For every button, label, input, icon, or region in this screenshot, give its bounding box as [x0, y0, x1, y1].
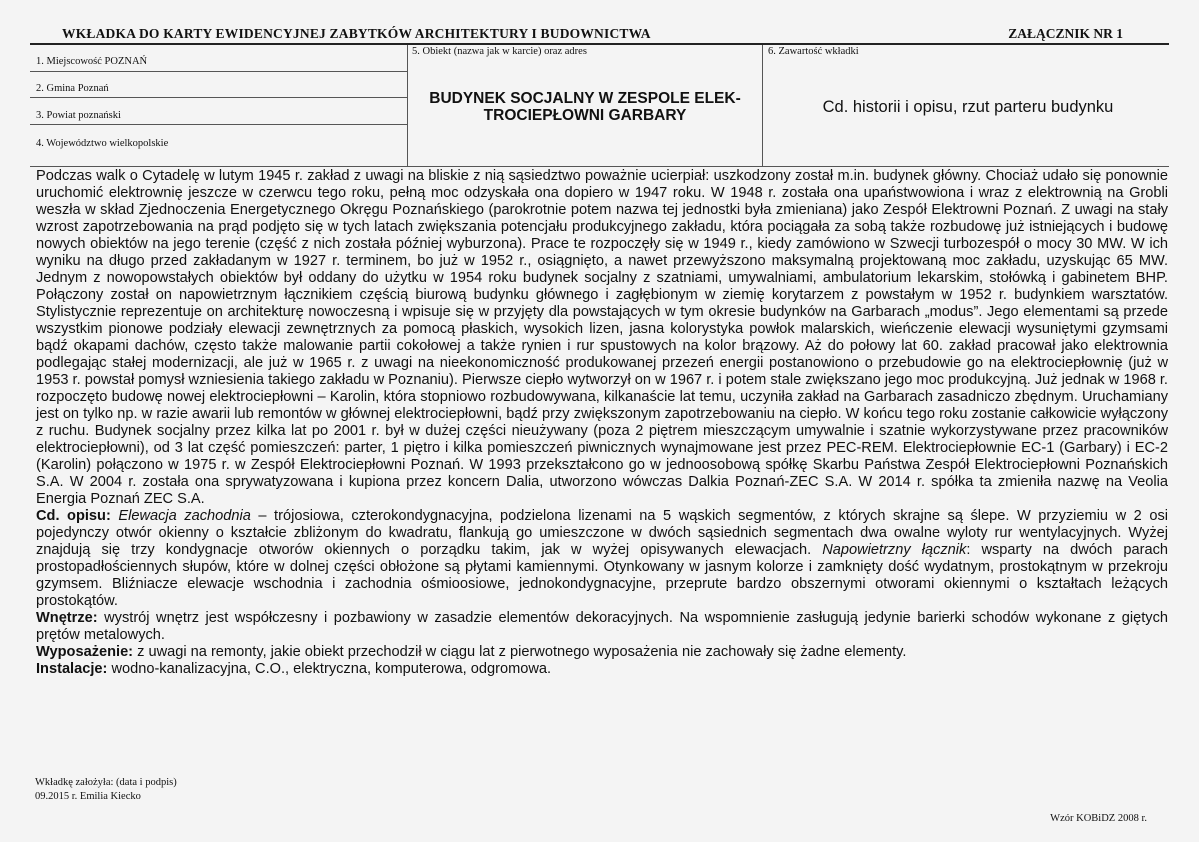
form-version: Wzór KOBiDZ 2008 r.	[1050, 813, 1147, 824]
body-text	[36, 168, 1168, 678]
field-divider	[30, 97, 407, 98]
object-name-line: TROCIEPŁOWNI GARBARY	[483, 107, 687, 124]
locality-field: 1. Miejscowość POZNAŃ	[36, 56, 148, 67]
history-paragraph: Podczas walk o Cytadelę w lutym 1945 r. zakład z uwagi na bliskie z nią sąsiedztwo poważnie ucierpiał: uszkodzony został m.in. budynek główny. Chociaż udało się ponownie uruchomić elektrownię jeszcze w czerwcu tego roku, pełną moc odzyskała ona dopiero w 1947 roku. W 1948 r. została ona upaństwowiona i wraz z elektrownią na Grobli weszła w skład Zjednoczenia Energetycznego Okręgu Poznańskiego (parokrotnie potem nazwa tej jednostki była zmieniana) jako Zespół Elektrowni Poznań. Z uwagi na stały wzrost zapotrzebowania na prąd podjęto się w tych latach zwiększania potencjału produkcyjnego zakładu, która pociągała za sobą także rozbudowę już istniejących i budowę nowych obiektów na jego terenie (część z nich została później wyburzona). Prace te rozpoczęły się w 1949 r., kiedy zamówiono w Szwecji turbozespół o mocy 30 MW. W ich wyniku na długo przed zakładanym w 1927 r. terminem, bo już w 1952 r., osiągnięto, a nawet przewyższono maksymalną projektowaną moc zakładu, uzyskując 65 MW. Jednym z nowopowstałych obiektów był oddany do użytku w 1954 roku budynek socjalny z szatniami, umywalniami, ambulatorium lekarskim, stołówką i gabinetem BHP. Połączony został on napowietrznym łącznikiem częścią biurową budynku głównego i zagłębionym w ziemię korytarzem z powstałym w 1952 r. budynkiem warsztatów. Stylistycznie reprezentuje on architekturę nowoczesną i wpisuje się w przyjęty dla powstających w tym okresie budynków na Garbarach „modus”. Jego elementami są przede wszystkim pionowe podziały elewacji zewnętrznych za pomocą płaskich, wysokich lizen, jasna kolorystyka powłok malarskich, wieńczenie elewacji wysuniętymi gzymsami bądź okapami dachów, często także malowanie partii cokołowej a także rynien i rur spustowych na kolor brązowy. Aż do połowy lat 60. zakład pracował jako elektrownia podlegając stałej modernizacji, ale już w 1965 r. z uwagi na nieekonomiczność produkowanej przezeń energii postanowiono o przebudowie go na elektrociepłownię (już w 1953 r. powstał pomysł wzniesienia takiego zakładu w Poznaniu). Pierwsze ciepło wytworzył on w 1967 r. i potem stale zwiększano jego moc produkcyjną. Już jednak w 1968 r. rozpoczęto budowę nowej elektrociepłowni – Karolin, która stopniowo rozbudowywana, kilkanaście lat temu, uczyniła zakład na Garbarach zasadniczo zbędnym. Uruchamiany jest on tylko np. w razie awarii lub remontów w głównej elektrociepłowni, bądź przy zwiększonym zapotrzebowaniu na ciepło. W końcu tego roku zostanie całkowicie wyłączony z ruchu. Budynek socjalny przez kilka lat po 2001 r. był w dużej części nieużywany (poza 2 piętrem mieszczącym umywalnie i szatnie wykorzystywane przez pracowników elektrociepłowni), od 3 lat część pomieszczeń: parter, 1 piętro i kilka pomieszczeń piwnicznych wynajmowane jest przez PEC-REM. Elektrociepłownie EC-1 (Garbary) i EC-2 (Karolin) połączono w 1975 r. w Zespół Elektrociepłowni Poznań. W 1993 przekształcono go w jednoosobową spółkę Skarbu Państwa Zespół Elektrociepłowni Poznańskich S.A. W 2004 r. została ona sprywatyzowana i kupiona przez koncern Dalia, utworzono wówczas Dalkia Poznań-ZEC S.A. W 2014 r. spółka ta zmieniła nazwę na Veolia Energia Poznań ZEC S.A.	[36, 168, 1168, 507]
interior-paragraph	[36, 610, 1168, 644]
header-rule	[30, 43, 1169, 45]
column-divider	[407, 45, 408, 167]
field-divider	[30, 71, 407, 72]
county-field: 3. Powiat poznański	[36, 110, 121, 121]
description-text: – trójosiowa, czterokondygnacyjna, podzielona lizenami na 5 wąskich segmentów, z których skrajne są ślepe. W przyziemiu w 2 osi pojedynczy otwór okienny o kształcie zbliżonym do kwadratu, flankują go umieszczone w dwóch sąsiednich segmentach dwa owalne wyloty rur wentylacyjnych. Wyżej znajdują się trzy kondygnacje otworów okiennych o porządku takim, jak w wyżej opisywanych elewacjach.	[36, 508, 1168, 558]
description-text: : wsparty na dwóch parach prostopadłościennych słupów, które w dolnej części obłożone są płytami kamiennymi. Otynkowany w jasnym kolorze i zamknięty dość wydatnym, prostokątnym w przekroju gzymsem. Bliźniacze elewacje wschodnia i zachodnia ośmioosiowe, jednokondygnacyjne, przeprute bardzo obszernymi otworami okiennymi o kształtach leżących prostokątów.	[36, 542, 1169, 609]
equipment-label: Wyposażenie:	[36, 644, 134, 660]
object-name-line: BUDYNEK SOCJALNY W ZESPOLE ELEK-	[429, 90, 741, 107]
commune-field: 2. Gmina Poznań	[36, 83, 109, 94]
author-block	[35, 776, 177, 804]
interior-label: Wnętrze:	[36, 610, 98, 626]
object-label: 5. Obiekt (nazwa jak w karcie) oraz adres	[412, 46, 587, 57]
description-paragraph	[36, 508, 1168, 610]
interior-text: wystrój wnętrz jest współczesny i pozbawiony w zasadzie elementów dekoracyjnych. Na wspomnienie zasługują jedynie barierki schodów wykonane z giętych prętów metalowych.	[36, 610, 1168, 643]
header-bottom-rule	[30, 166, 1169, 167]
installations-paragraph	[36, 661, 1168, 678]
object-name	[410, 90, 760, 124]
installations-label: Instalacje:	[36, 661, 108, 677]
voivodeship-field: 4. Województwo wielkopolskie	[36, 138, 169, 149]
column-divider	[762, 45, 763, 167]
form-title: WKŁADKA DO KARTY EWIDENCYJNEJ ZABYTKÓW ARCHITEKTURY I BUDOWNICTWA	[62, 26, 651, 41]
west-elevation-label: Elewacja zachodnia	[118, 508, 251, 524]
equipment-text: z uwagi na remonty, jakie obiekt przechodził w ciągu lat z pierwotnego wyposażenia nie zachowały się żadne elementy.	[133, 644, 907, 660]
field-divider	[30, 124, 407, 125]
equipment-paragraph	[36, 644, 1168, 661]
contents-label: 6. Zawartość wkładki	[768, 46, 859, 57]
contents-value: Cd. historii i opisu, rzut parteru budynku	[822, 98, 1114, 116]
installations-text: wodno-kanalizacyjna, C.O., elektryczna, komputerowa, odgromowa.	[107, 661, 552, 677]
description-label: Cd. opisu:	[36, 508, 111, 524]
author-value: 09.2015 r. Emilia Kiecko	[35, 791, 141, 802]
author-label: Wkładkę założyła: (data i podpis)	[35, 777, 177, 788]
annex-number: ZAŁĄCZNIK NR 1	[1008, 26, 1123, 41]
connector-label: Napowietrzny łącznik	[822, 542, 967, 558]
